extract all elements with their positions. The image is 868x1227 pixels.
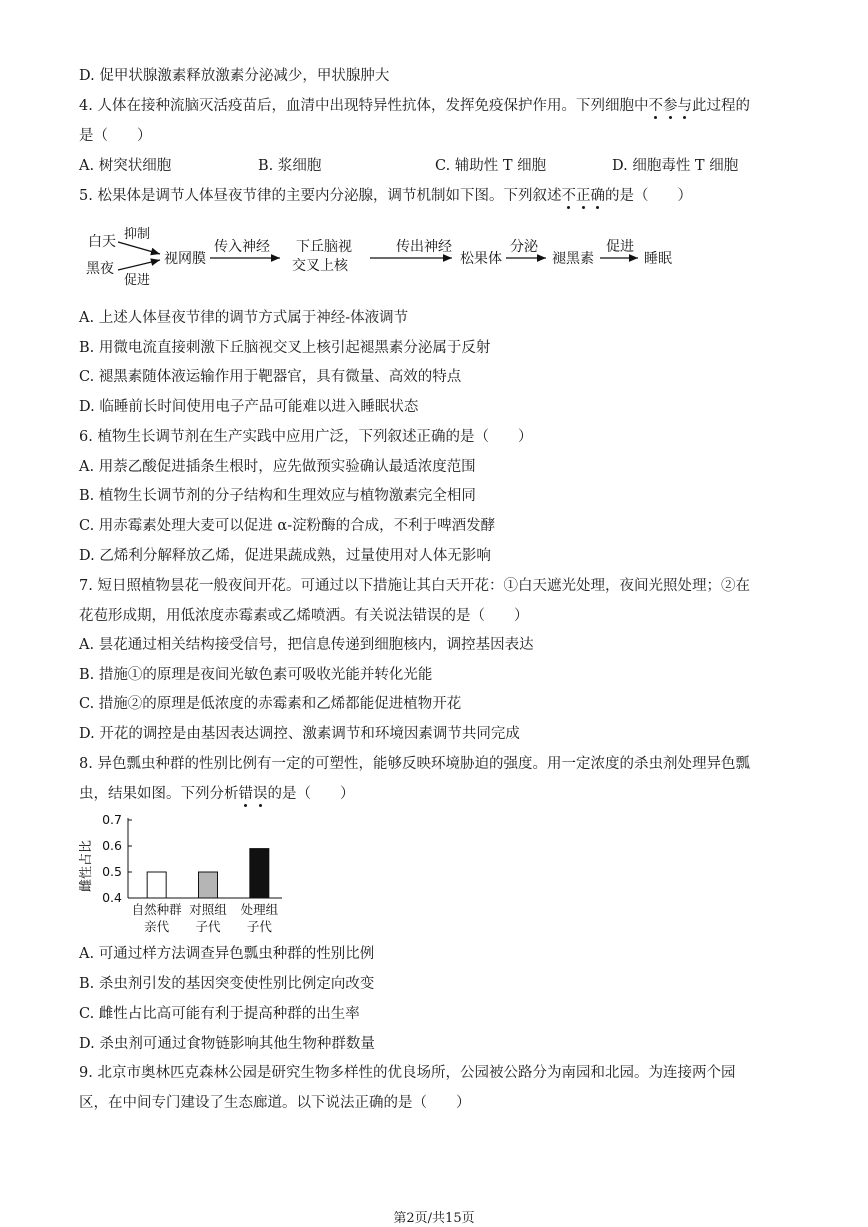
x-tick-label: 子代 — [195, 919, 221, 934]
q9-stem-line2: 区，在中间专门建设了生态廊道。以下说法正确的是（ ） — [79, 1095, 471, 1111]
q6-option-b: B. 植物生长调节剂的分子结构和生理效应与植物激素完全相同 — [79, 488, 476, 504]
bar — [147, 872, 166, 898]
q7-option-a: A. 昙花通过相关结构接受信号，把信息传递到细胞核内，调控基因表达 — [79, 637, 534, 653]
q5-stem — [79, 186, 692, 206]
q7-option-b: B. 措施①的原理是夜间光敏色素可吸收光能并转化光能 — [79, 667, 433, 683]
q6-stem: 6. 植物生长调节剂在生产实践中应用广泛，下列叙述正确的是（ ） — [79, 429, 533, 445]
q7-stem-line1: 7. 短日照植物昙花一般夜间开花。可通过以下措施让其白天开花：①白天遮光处理，夜间光照处理；②在 — [79, 578, 750, 594]
y-tick-label: 0.4 — [102, 890, 122, 905]
y-tick-label: 0.5 — [102, 864, 122, 879]
y-tick-label: 0.7 — [102, 812, 122, 827]
x-tick-label: 处理组 — [240, 902, 279, 917]
q4-stem-line2: 是（ ） — [79, 128, 152, 144]
x-tick-label: 对照组 — [189, 902, 227, 917]
label-inhibit: 抑制 — [124, 227, 151, 242]
q4-option-b: B. 浆细胞 — [258, 158, 322, 174]
emphasis-char: 确 — [590, 188, 605, 204]
label-scn-line2: 交叉上核 — [292, 258, 348, 274]
q7-option-d: D. 开花的调控是由基因表达调控、激素调节和环境因素调节共同完成 — [79, 726, 520, 742]
x-tick-label: 亲代 — [144, 919, 170, 934]
page-number: 第2页/共15页 — [393, 1211, 475, 1226]
label-promote2: 促进 — [606, 239, 634, 255]
label-night: 黑夜 — [86, 261, 114, 277]
q4-stem-text: 4. 人体在接种流脑灭活疫苗后，血清中出现特异性抗体，发挥免疫保护作用。下列细胞中 — [79, 98, 649, 114]
q8-option-b: B. 杀虫剂引发的基因突变使性别比例定向改变 — [79, 976, 375, 992]
arrow-day-retina — [118, 242, 160, 254]
q5-option-d: D. 临睡前长时间使用电子产品可能难以进入睡眠状态 — [79, 399, 419, 415]
q4-option-c: C. 辅助性 T 细胞 — [435, 158, 547, 174]
label-pineal: 松果体 — [460, 251, 502, 267]
bar — [199, 872, 218, 898]
emphasis-char: 参 — [662, 98, 678, 114]
q6-option-a: A. 用萘乙酸促进插条生根时，应先做预实验确认最适浓度范围 — [79, 459, 476, 475]
x-tick-label: 自然种群 — [131, 902, 182, 917]
label-day: 白天 — [88, 234, 116, 250]
label-sleep: 睡眠 — [644, 251, 672, 267]
q4-stem-text: 此过程的 — [691, 98, 750, 114]
label-secrete: 分泌 — [510, 239, 538, 255]
x-tick-label: 子代 — [246, 919, 272, 934]
q7-option-c: C. 措施②的原理是低浓度的赤霉素和乙烯都能促进植物开花 — [79, 696, 462, 712]
circadian-flow-diagram — [80, 218, 700, 290]
q5-stem-text: 5. 松果体是调节人体昼夜节律的主要内分泌腺，调节机制如下图。下列叙述 — [79, 188, 562, 204]
label-afferent: 传入神经 — [214, 239, 270, 255]
q5-stem-text: 的是（ ） — [604, 188, 692, 204]
q4-stem — [79, 96, 750, 116]
q6-option-d: D. 乙烯利分解释放乙烯，促进果蔬成熟，过量使用对人体无影响 — [79, 548, 491, 564]
label-scn-line1: 下丘脑视 — [296, 239, 352, 255]
q7-stem-line2: 花苞形成期，用低浓度赤霉素或乙烯喷洒。有关说法错误的是（ ） — [79, 608, 529, 624]
emphasis-char: 正 — [575, 188, 591, 204]
y-tick-label: 0.6 — [102, 838, 122, 853]
sex-ratio-bar-chart — [76, 810, 296, 940]
bar — [250, 849, 269, 898]
label-melatonin: 褪黑素 — [552, 251, 594, 267]
q5-option-a: A. 上述人体昼夜节律的调节方式属于神经-体液调节 — [79, 310, 409, 326]
emphasis-char: 错 — [238, 786, 253, 802]
label-efferent: 传出神经 — [396, 239, 452, 255]
q9-stem-line1: 9. 北京市奥林匹克森林公园是研究生物多样性的优良场所，公园被公路分为南园和北园。为连接两个园 — [79, 1065, 736, 1081]
emphasis-char: 不 — [648, 98, 663, 114]
q8-stem-text: 的是（ ） — [267, 786, 355, 802]
q4-option-d: D. 细胞毒性 T 细胞 — [612, 158, 739, 174]
q4-option-a: A. 树突状细胞 — [79, 158, 172, 174]
q8-stem-line2 — [79, 784, 355, 804]
emphasis-char: 误 — [253, 786, 268, 802]
q5-option-b: B. 用微电流直接刺激下丘脑视交叉上核引起褪黑素分泌属于反射 — [79, 340, 491, 356]
q8-option-c: C. 雌性占比高可能有利于提高种群的出生率 — [79, 1006, 360, 1022]
y-axis-label: 雌性占比 — [79, 839, 94, 893]
q8-option-a: A. 可通过样方法调查异色瓢虫种群的性别比例 — [79, 946, 375, 962]
emphasis-char: 与 — [677, 98, 692, 114]
q8-stem-line1: 8. 异色瓢虫种群的性别比例有一定的可塑性，能够反映环境胁迫的强度。用一定浓度的杀虫剂处理异色瓢 — [79, 756, 750, 772]
q5-option-c: C. 褪黑素随体液运输作用于靶器官，具有微量、高效的特点 — [79, 369, 462, 385]
q3-option-d: D. 促甲状腺激素释放激素分泌减少，甲状腺肿大 — [79, 68, 390, 84]
q6-option-c: C. 用赤霉素处理大麦可以促进 α-淀粉酶的合成，不利于啤酒发酵 — [79, 518, 496, 534]
label-promote: 促进 — [124, 273, 151, 288]
q8-option-d: D. 杀虫剂可通过食物链影响其他生物种群数量 — [79, 1036, 375, 1052]
arrow-night-retina — [118, 260, 160, 270]
emphasis-char: 不 — [561, 188, 576, 204]
label-retina: 视网膜 — [164, 251, 206, 267]
q8-stem-text: 虫，结果如图。下列分析 — [79, 786, 239, 802]
